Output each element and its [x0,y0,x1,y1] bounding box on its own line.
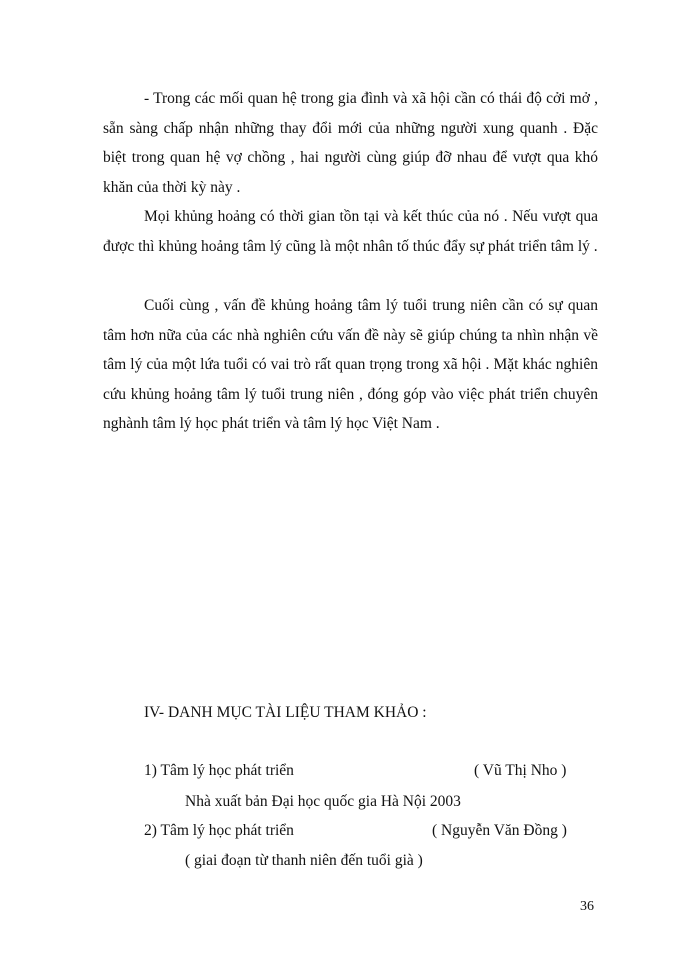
reference-2-subtitle: ( giai đoạn từ thanh niên đến tuổi già ) [185,852,423,869]
body-paragraph-1: - Trong các mối quan hệ trong gia đình và xã hội cần có thái độ cởi mở , sẵn sàng chấp nhận những thay đổi mới của những người xung quanh . Đặc biệt trong quan hệ vợ chồng , hai người cùng giúp đỡ nhau để vượt qua khó khăn của thời kỳ này . [103,90,598,196]
reference-2-author: ( Nguyễn Văn Đồng ) [432,822,567,839]
reference-1-author: ( Vũ Thị Nho ) [474,762,567,779]
reference-1-title: 1) Tâm lý học phát triển [144,762,294,779]
reference-2-title: 2) Tâm lý học phát triển [144,822,294,839]
page-number: 36 [580,899,594,914]
body-paragraph-2: Mọi khủng hoảng có thời gian tồn tại và kết thúc của nó . Nếu vượt qua được thì khủng hoảng tâm lý cũng là một nhân tố thúc đẩy sự phát triển tâm lý . [103,208,598,255]
body-paragraph-3: Cuối cùng , vấn đề khủng hoảng tâm lý tuổi trung niên cần có sự quan tâm hơn nữa của các nhà nghiên cứu vấn đề này sẽ giúp chúng ta nhìn nhận về tâm lý của một lứa tuổi có vai trò rất quan trọng trong xã hội . Mặt khác nghiên cứu khủng hoảng tâm lý tuổi trung niên , đóng góp vào việc phát triển chuyên nghành tâm lý học phát triển và tâm lý học Việt Nam . [103,297,598,432]
reference-1-publisher: Nhà xuất bản Đại học quốc gia Hà Nội 2003 [185,793,461,810]
references-heading: IV- DANH MỤC TÀI LIỆU THAM KHẢO : [144,704,427,721]
